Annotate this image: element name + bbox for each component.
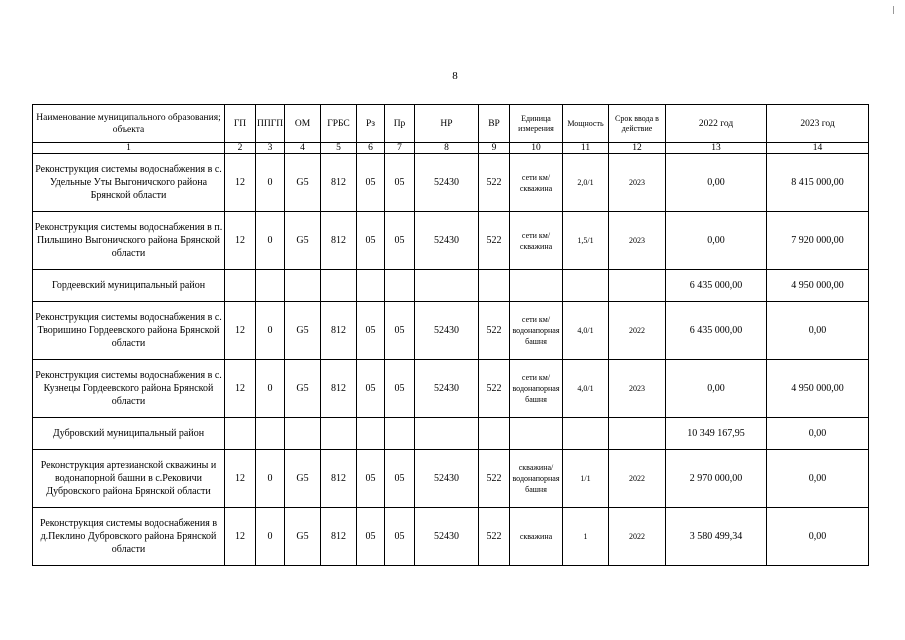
cell-vr: 522 [479, 154, 510, 212]
column-number: 10 [510, 143, 563, 154]
cell-unit: сети км/скважина [510, 154, 563, 212]
cell-empty [510, 418, 563, 450]
cell-rz: 05 [357, 450, 385, 508]
cell-empty [479, 418, 510, 450]
cell-power: 4,0/1 [563, 360, 609, 418]
column-number: 14 [767, 143, 869, 154]
cell-nr: 52430 [415, 154, 479, 212]
cell-empty [415, 418, 479, 450]
object-name: Реконструкция системы водоснабжения в с. Кузнецы Гордеевского района Брянской области [33, 360, 225, 418]
cell-gp: 12 [225, 302, 256, 360]
cell-grbs: 812 [321, 508, 357, 566]
cell-grbs: 812 [321, 212, 357, 270]
header-grbs: ГРБС [321, 105, 357, 143]
cell-grbs: 812 [321, 360, 357, 418]
column-number: 3 [256, 143, 285, 154]
cell-power: 1,5/1 [563, 212, 609, 270]
cell-2023: 7 920 000,00 [767, 212, 869, 270]
cell-empty [256, 270, 285, 302]
cell-pr: 05 [385, 450, 415, 508]
column-number: 1 [33, 143, 225, 154]
cell-nr: 52430 [415, 212, 479, 270]
object-name: Реконструкция системы водоснабжения в д.Пеклино Дубровского района Брянской области [33, 508, 225, 566]
cell-nr: 52430 [415, 450, 479, 508]
header-om: ОМ [285, 105, 321, 143]
cell-empty [510, 270, 563, 302]
cell-empty [563, 270, 609, 302]
cell-2023: 4 950 000,00 [767, 360, 869, 418]
header-2023: 2023 год [767, 105, 869, 143]
cell-ppgp: 0 [256, 154, 285, 212]
table-row [33, 508, 869, 566]
cell-empty [609, 270, 666, 302]
district-name: Дубровский муниципальный район [33, 418, 225, 450]
cell-unit: скважина/водонапорная башня [510, 450, 563, 508]
object-name: Реконструкция системы водоснабжения в п. Пильшино Выгоничского района Брянской области [33, 212, 225, 270]
column-number: 8 [415, 143, 479, 154]
column-number: 5 [321, 143, 357, 154]
page-number: 8 [452, 70, 458, 82]
cell-power: 1/1 [563, 450, 609, 508]
cell-pr: 05 [385, 360, 415, 418]
column-number: 11 [563, 143, 609, 154]
cell-term: 2023 [609, 154, 666, 212]
cell-pr: 05 [385, 212, 415, 270]
cell-ppgp: 0 [256, 508, 285, 566]
cell-rz: 05 [357, 508, 385, 566]
object-name: Реконструкция артезианской скважины и водонапорной башни в с.Рековичи Дубровского района Брянской области [33, 450, 225, 508]
cell-gp: 12 [225, 508, 256, 566]
cell-unit: сети км/скважина [510, 212, 563, 270]
cell-2023: 4 950 000,00 [767, 270, 869, 302]
cell-term: 2022 [609, 302, 666, 360]
district-row [33, 270, 869, 302]
cell-rz: 05 [357, 302, 385, 360]
budget-table [32, 104, 869, 566]
cell-om: G5 [285, 154, 321, 212]
table-row [33, 302, 869, 360]
column-number: 6 [357, 143, 385, 154]
cell-vr: 522 [479, 508, 510, 566]
cell-power: 4,0/1 [563, 302, 609, 360]
cell-2023: 8 415 000,00 [767, 154, 869, 212]
cell-nr: 52430 [415, 508, 479, 566]
cell-ppgp: 0 [256, 212, 285, 270]
cell-2023: 0,00 [767, 450, 869, 508]
cell-2022: 3 580 499,34 [666, 508, 767, 566]
cell-empty [479, 270, 510, 302]
cell-power: 1 [563, 508, 609, 566]
cell-term: 2022 [609, 508, 666, 566]
cell-empty [285, 270, 321, 302]
scan-edge-mark [893, 6, 894, 14]
cell-2022: 0,00 [666, 360, 767, 418]
cell-empty [609, 418, 666, 450]
cell-empty [321, 418, 357, 450]
cell-2023: 0,00 [767, 302, 869, 360]
cell-om: G5 [285, 508, 321, 566]
column-number: 9 [479, 143, 510, 154]
cell-gp: 12 [225, 450, 256, 508]
header-gp: ГП [225, 105, 256, 143]
cell-2022: 6 435 000,00 [666, 302, 767, 360]
cell-empty [385, 270, 415, 302]
table-row [33, 360, 869, 418]
column-number: 2 [225, 143, 256, 154]
table-row [33, 212, 869, 270]
district-name: Гордеевский муниципальный район [33, 270, 225, 302]
cell-term: 2022 [609, 450, 666, 508]
cell-gp: 12 [225, 212, 256, 270]
column-number: 4 [285, 143, 321, 154]
cell-pr: 05 [385, 302, 415, 360]
cell-2022: 2 970 000,00 [666, 450, 767, 508]
column-number: 7 [385, 143, 415, 154]
cell-rz: 05 [357, 212, 385, 270]
cell-grbs: 812 [321, 154, 357, 212]
cell-om: G5 [285, 212, 321, 270]
cell-gp: 12 [225, 154, 256, 212]
cell-unit: скважина [510, 508, 563, 566]
cell-empty [357, 270, 385, 302]
cell-empty [385, 418, 415, 450]
header-vr: ВР [479, 105, 510, 143]
header-2022: 2022 год [666, 105, 767, 143]
cell-ppgp: 0 [256, 302, 285, 360]
header-term: Срок ввода в действие [609, 105, 666, 143]
cell-empty [357, 418, 385, 450]
cell-empty [225, 418, 256, 450]
district-row [33, 418, 869, 450]
column-number-row [33, 143, 869, 154]
cell-term: 2023 [609, 212, 666, 270]
cell-empty [256, 418, 285, 450]
cell-empty [415, 270, 479, 302]
cell-empty [321, 270, 357, 302]
cell-2022: 0,00 [666, 154, 767, 212]
table-row [33, 450, 869, 508]
cell-nr: 52430 [415, 360, 479, 418]
cell-2023: 0,00 [767, 508, 869, 566]
header-name: Наименование муниципального образования; объекта [33, 105, 225, 143]
cell-grbs: 812 [321, 302, 357, 360]
cell-vr: 522 [479, 212, 510, 270]
cell-om: G5 [285, 302, 321, 360]
cell-pr: 05 [385, 154, 415, 212]
cell-om: G5 [285, 360, 321, 418]
column-number: 13 [666, 143, 767, 154]
cell-unit: сети км/водонапорная башня [510, 302, 563, 360]
table-row [33, 154, 869, 212]
header-power: Мощность [563, 105, 609, 143]
cell-om: G5 [285, 450, 321, 508]
cell-2022: 0,00 [666, 212, 767, 270]
cell-ppgp: 0 [256, 360, 285, 418]
cell-vr: 522 [479, 302, 510, 360]
object-name: Реконструкция системы водоснабжения в с. Творишино Гордеевского района Брянской области [33, 302, 225, 360]
header-ppgp: ППГП [256, 105, 285, 143]
cell-ppgp: 0 [256, 450, 285, 508]
cell-rz: 05 [357, 360, 385, 418]
cell-2023: 0,00 [767, 418, 869, 450]
object-name: Реконструкция системы водоснабжения в с. Удельные Уты Выгоничского района Брянской области [33, 154, 225, 212]
cell-term: 2023 [609, 360, 666, 418]
cell-empty [285, 418, 321, 450]
cell-rz: 05 [357, 154, 385, 212]
header-unit: Единица измерения [510, 105, 563, 143]
cell-pr: 05 [385, 508, 415, 566]
column-number: 12 [609, 143, 666, 154]
cell-empty [563, 418, 609, 450]
cell-empty [225, 270, 256, 302]
cell-2022: 10 349 167,95 [666, 418, 767, 450]
cell-power: 2,0/1 [563, 154, 609, 212]
header-rz: Рз [357, 105, 385, 143]
cell-unit: сети км/водонапорная башня [510, 360, 563, 418]
cell-nr: 52430 [415, 302, 479, 360]
header-nr: НР [415, 105, 479, 143]
cell-vr: 522 [479, 360, 510, 418]
cell-2022: 6 435 000,00 [666, 270, 767, 302]
cell-gp: 12 [225, 360, 256, 418]
cell-vr: 522 [479, 450, 510, 508]
header-pr: Пр [385, 105, 415, 143]
header-row [33, 105, 869, 143]
cell-grbs: 812 [321, 450, 357, 508]
